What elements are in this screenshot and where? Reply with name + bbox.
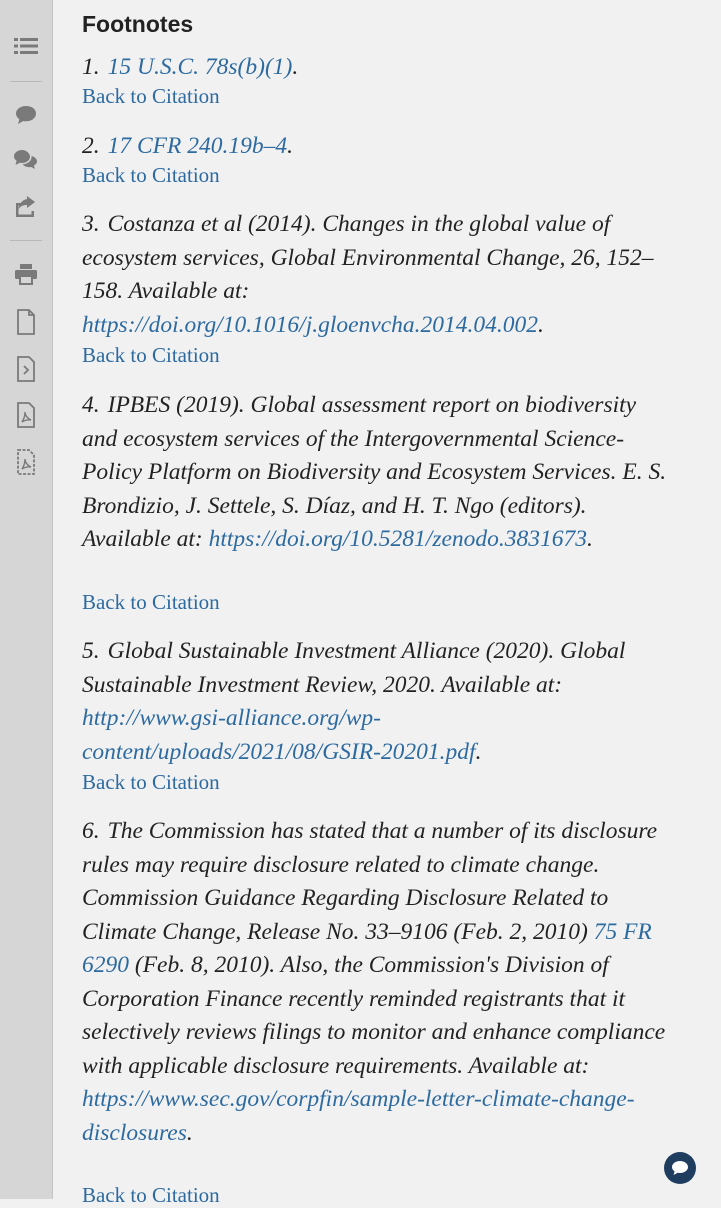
xml-icon[interactable] [12, 355, 40, 383]
footnote-4: 4. IPBES (2019). Global assessment report on biodiversity and ecosystem services of the Intergovernmental Science-Policy Platform on Biodiversity and Ecosystem Services. E. S. Brondizio, J. Settele, S. Díaz, and H. T. Ngo (editors). Available at: https://doi.org/10.5281/zenodo.3831673. [82, 392, 667, 552]
footnote-2: 2. 17 CFR 240.19b–4. [82, 133, 294, 159]
back-to-citation-link[interactable]: Back to Citation [82, 163, 220, 187]
footnote-link[interactable]: https://doi.org/10.1016/j.gloenvcha.2014.04.002 [82, 311, 539, 338]
back-to-citation-link[interactable]: Back to Citation [82, 343, 220, 367]
footnote-link[interactable]: 15 U.S.C. 78s(b)(1) [107, 54, 293, 80]
back-to-citation-link[interactable]: Back to Citation [82, 1183, 220, 1207]
sidebar-divider [10, 240, 42, 241]
comment-icon[interactable] [12, 101, 40, 129]
footnote-6: 6. The Commission has stated that a number of its disclosure rules may require disclosure related to climate change. Commission Guidance Regarding Disclosure Related to Climate Change, Release No. 33–9106 (Feb. 2, 2010) 75 FR 6290 (Feb. 8, 2010). Also, the Commission's Division of Corporation Finance recently reminded registrants that it selectively reviews filings to monitor and enhance compliance with applicable disclosure requirements. Available at: https://www.sec.gov/corpfin/sample-letter-climate-change-disclosures. [82, 818, 666, 1146]
print-icon[interactable] [12, 260, 40, 288]
pdf-icon[interactable] [12, 401, 40, 429]
footnote-3: 3. Costanza et al (2014). Changes in the global value of ecosystem services, Global Environmental Change, 26, 152–158. Available at: https://doi.org/10.1016/j.gloenvcha.2014.04.002. [82, 211, 654, 338]
chat-button[interactable] [664, 1152, 696, 1184]
footnote-link[interactable]: http://www.gsi-alliance.org/wp-content/uploads/2021/08/GSIR-20201.pdf [82, 705, 476, 765]
pdf-alt-icon[interactable] [12, 448, 40, 476]
sidebar [0, 0, 53, 1199]
footnote-link[interactable]: 17 CFR 240.19b–4 [107, 133, 288, 159]
document-icon[interactable] [12, 308, 40, 336]
comments-icon[interactable] [12, 146, 40, 174]
footnote-5: 5. Global Sustainable Investment Alliance (2020). Global Sustainable Investment Review, 2020. Available at: http://www.gsi-alliance.org/wp-content/uploads/2021/08/GSIR-20201.pdf. [82, 638, 626, 765]
footnote-link[interactable]: 75 FR 6290 [82, 918, 652, 978]
sidebar-divider [10, 81, 42, 82]
back-to-citation-link[interactable]: Back to Citation [82, 770, 220, 794]
back-to-citation-link[interactable]: Back to Citation [82, 590, 220, 614]
footnote-1: 1. 15 U.S.C. 78s(b)(1). [82, 54, 299, 80]
footnote-link[interactable]: https://doi.org/10.5281/zenodo.3831673 [208, 526, 588, 552]
list-icon[interactable] [12, 32, 40, 60]
chat-bubble-icon [671, 1160, 689, 1176]
back-to-citation-link[interactable]: Back to Citation [82, 84, 220, 108]
share-icon[interactable] [12, 193, 40, 221]
footnotes-heading: Footnotes [82, 11, 194, 37]
footnote-link[interactable]: https://www.sec.gov/corpfin/sample-letter-climate-change-disclosures [82, 1086, 635, 1146]
